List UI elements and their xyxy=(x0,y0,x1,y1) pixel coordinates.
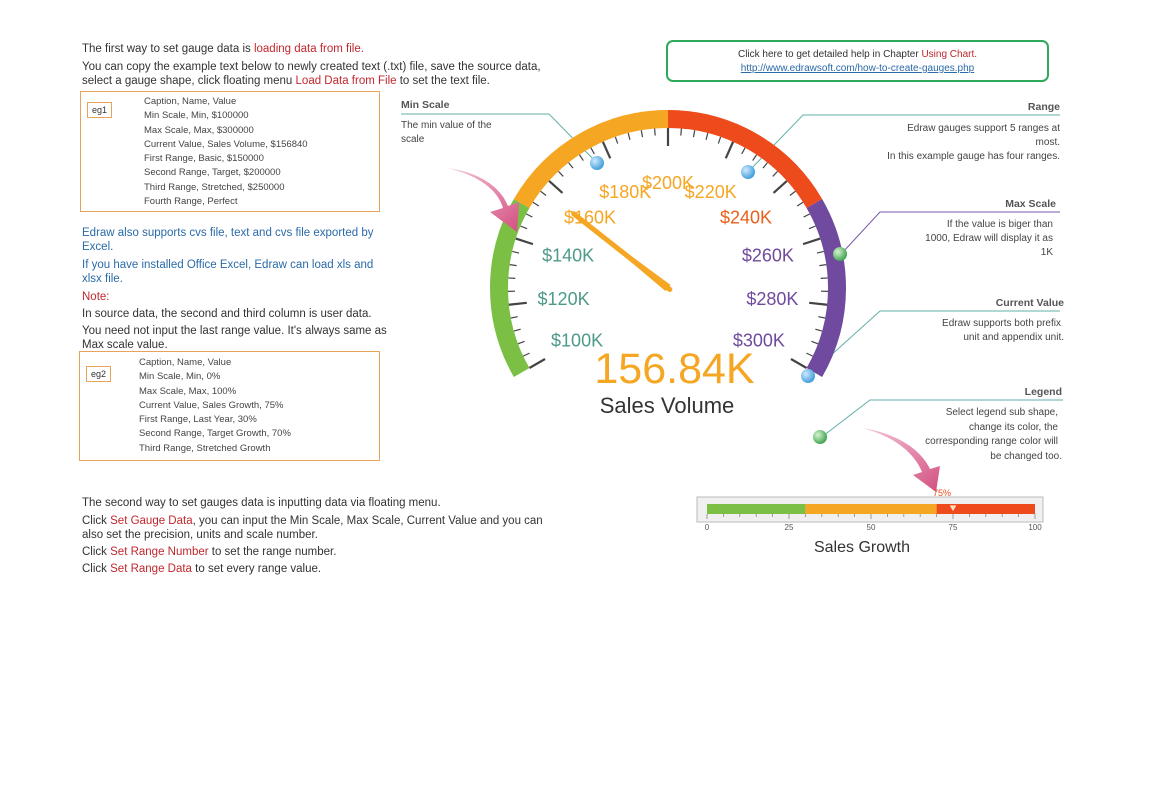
gauge-tick-label: $120K xyxy=(537,288,590,309)
loading-data-link[interactable]: loading data from file. xyxy=(253,43,364,55)
linear-tick-label: 75 xyxy=(948,523,958,532)
eg2-label: eg2 xyxy=(86,366,111,382)
using-chart-link[interactable]: Using Chart. xyxy=(921,49,978,60)
help-text: Click here to get detailed help in Chapter xyxy=(737,49,922,60)
minor-tick xyxy=(817,251,824,253)
eg1-label: eg1 xyxy=(87,102,112,118)
text: , you can input the Min Scale, Max Scale, Current Value and you can xyxy=(192,515,543,527)
legend-marker-dot[interactable] xyxy=(813,430,827,444)
major-tick xyxy=(791,359,807,368)
range-title: Range xyxy=(1027,101,1060,113)
intro-text: The first way to set gauge data is xyxy=(82,43,254,55)
minor-tick xyxy=(790,191,796,195)
set-range-number-link[interactable]: Set Range Number xyxy=(110,546,209,558)
minor-tick xyxy=(514,329,521,331)
text: Click xyxy=(82,546,111,558)
range-marker-dot[interactable] xyxy=(741,165,755,179)
eg1-line: Current Value, Sales Volume, $156840 xyxy=(144,138,308,150)
current-value-title: Current Value xyxy=(995,297,1064,309)
minor-tick xyxy=(706,133,708,140)
min-scale-text-1: The min value of the xyxy=(401,120,492,131)
gauge-tick-label: $220K xyxy=(684,182,737,203)
second-way-line-3: also set the precision, units and scale number. xyxy=(82,529,318,541)
minor-tick xyxy=(526,214,532,217)
minor-tick xyxy=(809,226,815,229)
gauge-tick-label: $240K xyxy=(719,207,773,228)
gauge-range-perfect xyxy=(814,204,837,373)
max-scale-text-3: 1K xyxy=(1040,247,1053,258)
max-scale-leader xyxy=(843,212,1060,252)
minor-tick xyxy=(773,171,778,176)
minor-tick xyxy=(806,353,812,356)
eg1-line: Min Scale, Min, $100000 xyxy=(144,110,249,122)
eg1-line: Third Range, Stretched, $250000 xyxy=(144,181,285,193)
minor-tick xyxy=(533,202,539,206)
linear-gauge-title: Sales Growth xyxy=(813,539,911,556)
current-value-text-2: unit and appendix unit. xyxy=(963,332,1064,343)
text: Click xyxy=(82,515,111,527)
eg2-line: Caption, Name, Value xyxy=(139,357,232,368)
minor-tick xyxy=(811,341,818,343)
help-url-link[interactable]: http://www.edrawsoft.com/how-to-create-gauges.php xyxy=(740,63,975,74)
support-line-5: In source data, the second and third column is user data. xyxy=(82,308,372,320)
minor-tick xyxy=(523,353,529,356)
major-tick xyxy=(603,142,610,158)
set-range-data-link[interactable]: Set Range Data xyxy=(110,563,192,575)
minor-tick xyxy=(558,171,563,176)
minor-tick xyxy=(815,329,822,331)
minor-tick xyxy=(541,191,547,195)
support-line-7: Max scale value. xyxy=(82,339,168,351)
gauge-tick-label: $140K xyxy=(542,245,595,266)
second-way-line-1: The second way to set gauges data is inputting data via floating menu. xyxy=(82,497,441,509)
minor-tick xyxy=(512,251,519,253)
min-scale-title: Min Scale xyxy=(401,99,450,111)
minor-tick xyxy=(763,163,767,168)
max-scale-text-1: If the value is biger than xyxy=(946,219,1053,230)
legend-text-1: Select legend sub shape, xyxy=(945,407,1058,418)
eg1-line: Second Range, Target, $200000 xyxy=(144,167,281,179)
support-line-3: If you have installed Office Excel, Edraw can load xls and xyxy=(82,259,374,271)
minor-tick xyxy=(753,155,757,161)
intro-text: select a gauge shape, click floating menu xyxy=(82,75,296,87)
linear-range-target-growth xyxy=(805,504,936,514)
legend-text-3: corresponding range color will xyxy=(925,436,1058,447)
minor-tick xyxy=(521,226,527,229)
eg2-line: Current Value, Sales Growth, 75% xyxy=(139,399,284,411)
support-line-1: Edraw also supports cvs file, text and cvs file exported by xyxy=(82,227,374,239)
major-tick xyxy=(803,239,820,245)
minor-tick xyxy=(819,265,826,266)
gauge-tick-label: $260K xyxy=(741,245,794,266)
max-scale-marker-dot[interactable] xyxy=(833,247,847,261)
minor-tick xyxy=(694,130,695,137)
text: Click xyxy=(82,563,111,575)
major-tick xyxy=(509,303,527,305)
eg1-line: Max Scale, Max, $300000 xyxy=(144,124,254,136)
eg1-line: Fourth Range, Perfect xyxy=(144,196,238,208)
min-scale-arrow xyxy=(447,168,519,232)
gauge-tick-label: $160K xyxy=(563,207,617,228)
minor-tick xyxy=(569,163,573,168)
linear-tick-label: 0 xyxy=(704,523,710,532)
minor-tick xyxy=(510,265,517,266)
gauge-title: Sales Volume xyxy=(599,393,735,418)
load-data-from-file-link[interactable]: Load Data from File xyxy=(295,75,397,87)
support-line-6: You need not input the last range value. It's always same as xyxy=(82,325,387,337)
text: to set every range value. xyxy=(191,563,322,575)
gauge-range-basic xyxy=(499,204,522,373)
gauge-value-label: 156.84K xyxy=(594,345,755,393)
eg2-line: Max Scale, Max, 100% xyxy=(139,385,237,397)
intro-line-2: You can copy the example text below to newly created text (.txt) file, save the source data, xyxy=(82,61,541,73)
current-value-leader xyxy=(808,311,1060,376)
eg1-line: First Range, Basic, $150000 xyxy=(144,153,264,165)
major-tick xyxy=(516,239,533,245)
minor-tick xyxy=(628,133,630,140)
linear-gauge-value-label: 75% xyxy=(933,488,952,498)
minor-tick xyxy=(804,214,810,217)
minor-tick xyxy=(641,130,642,137)
minor-tick xyxy=(591,148,594,154)
major-tick xyxy=(809,303,827,305)
minor-tick xyxy=(615,137,617,144)
legend-text-2: change its color, the xyxy=(969,422,1058,433)
major-tick xyxy=(774,181,787,193)
minor-tick xyxy=(511,317,518,318)
gauge-tick-label: $180K xyxy=(599,182,652,203)
range-leader xyxy=(750,115,1060,170)
max-scale-title: Max Scale xyxy=(1005,198,1056,210)
eg1-line: Caption, Name, Value xyxy=(144,96,237,107)
minor-tick xyxy=(818,317,825,318)
major-tick xyxy=(726,142,733,158)
intro-text: to set the text file. xyxy=(396,75,490,87)
text: to set the range number. xyxy=(208,546,337,558)
legend-leader xyxy=(823,400,1063,436)
min-scale-text-2: scale xyxy=(401,134,425,145)
legend-text-4: be changed too. xyxy=(990,451,1062,462)
legend-arrow xyxy=(862,428,940,492)
minor-tick xyxy=(655,129,656,136)
gauge-tick-label: $100K xyxy=(551,330,604,351)
current-value-text-1: Edraw supports both prefix xyxy=(942,318,1061,329)
support-line-4: xlsx file. xyxy=(82,273,123,285)
minor-tick xyxy=(518,341,525,343)
gauge-tick-label: $300K xyxy=(732,330,785,351)
minor-tick xyxy=(681,129,682,136)
support-line-2: Excel. xyxy=(82,241,114,253)
current-value-marker-dot[interactable] xyxy=(801,369,815,383)
min-scale-marker-dot[interactable] xyxy=(590,156,604,170)
linear-range-last-year xyxy=(707,504,805,514)
legend-title: Legend xyxy=(1024,386,1062,398)
major-tick xyxy=(529,359,545,368)
set-gauge-data-link[interactable]: Set Gauge Data xyxy=(110,515,193,527)
minor-tick xyxy=(718,137,720,144)
linear-tick-label: 100 xyxy=(1028,523,1042,532)
minor-tick xyxy=(742,148,745,154)
range-text-1: Edraw gauges support 5 ranges at xyxy=(907,123,1060,134)
major-tick xyxy=(549,181,562,193)
minor-tick xyxy=(797,202,803,206)
range-text-3: In this example gauge has four ranges. xyxy=(887,151,1060,162)
eg2-line: Third Range, Stretched Growth xyxy=(139,442,271,454)
max-scale-text-2: 1000, Edraw will display it as xyxy=(925,233,1053,244)
linear-tick-label: 50 xyxy=(866,523,876,532)
note-label: Note: xyxy=(82,291,110,303)
minor-tick xyxy=(579,155,583,161)
gauge-tick-label: $200K xyxy=(641,173,695,193)
eg2-line: Min Scale, Min, 0% xyxy=(139,371,221,383)
sales-growth-gauge xyxy=(697,497,1043,532)
gauge-tick-label: $280K xyxy=(746,288,799,309)
range-text-2: most. xyxy=(1035,137,1060,148)
eg2-line: Second Range, Target Growth, 70% xyxy=(139,428,291,440)
eg2-line: First Range, Last Year, 30% xyxy=(139,414,257,426)
sales-volume-gauge xyxy=(499,119,837,373)
linear-tick-label: 25 xyxy=(784,523,794,532)
